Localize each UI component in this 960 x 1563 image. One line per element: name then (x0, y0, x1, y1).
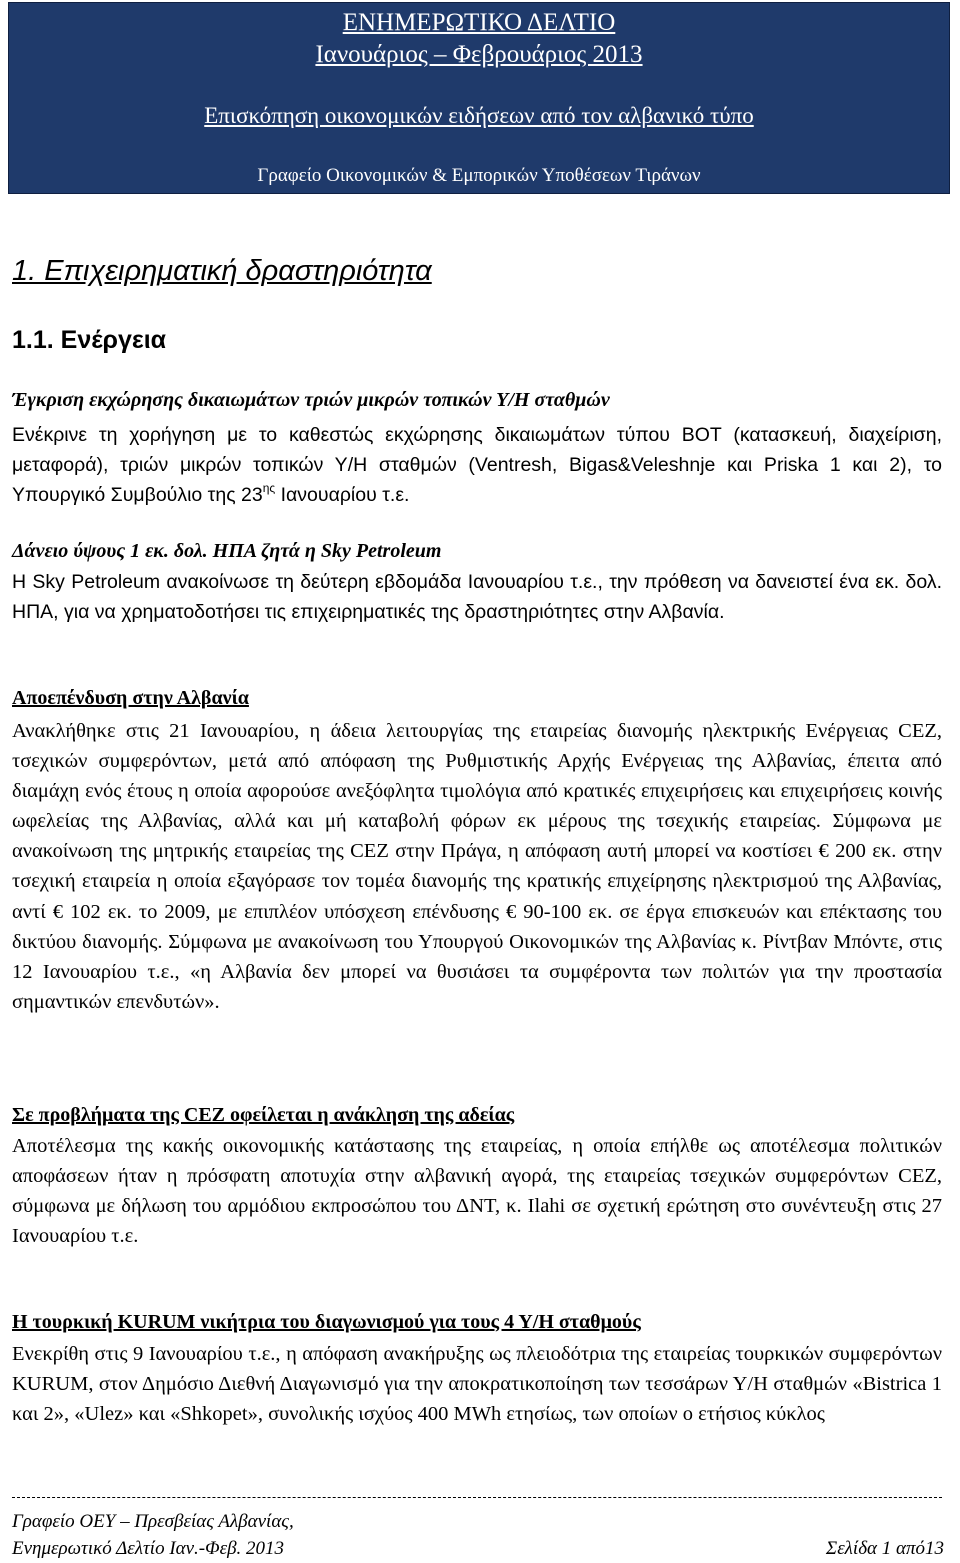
header-banner (8, 2, 950, 194)
office-name: Γραφείο Οικονομικών & Εμπορικών Υποθέσεων Τιράνων (257, 165, 701, 186)
article-body-text: Ιανουαρίου τ.ε. (275, 484, 410, 506)
article-body: Ανακλήθηκε στις 21 Ιανουαρίου, η άδεια λειτουργίας της εταιρείας διανομής ηλεκτρικής Ενέργειας CEZ, τσεχικών συμφερόντων, μετά από απόφαση της Ρυθμιστικής Αρχής Ενέργειας της Αλβανίας, έπειτα από διαμάχη ενός έτους η οποία αφορούσε ανεξόφλητα τιμολόγια από κρατικές επιχειρήσεις και επιχειρήσεις κοινής ωφελείας της Αλβανίας, αλλά και μή καταβολή φόρων εκ μέρους της τσεχικής εταιρείας. Σύμφωνα με ανακοίνωση της μητρικής εταιρείας της CEZ στην Πράγα, η απόφαση αυτή μπορεί να κοστίσει € 200 εκ. στην τσεχική εταιρεία η οποία εξαγόρασε τον τομέα διανομής της κρατικής επιχείρησης ηλεκτρισμού της Αλβανίας, αντί € 102 εκ. το 2009, με επιπλέον υπόσχεση επένδυσης € 90-100 εκ. σε έργα επισκευών και επέκτασης του δικτύου διανομής. Σύμφωνα με ανακοίνωση του Υπουργού Οικονομικών της Αλβανίας κ. Ρίντβαν Μπόντε, στις 12 Ιανουαρίου τ.ε., «η Αλβανία δεν μπορεί να θυσιάσει τα συμφέροντα των πολιτών για την προστασία σημαντικών επενδυτών». (12, 720, 942, 1013)
article-body: Αποτέλεσμα της κακής οικονομικής κατάστασης της εταιρείας, η οποία επήλθε ως αποτέλεσμα πολιτικών αποφάσεων ήταν η πρόσφατη αποτυχία στην αλβανική αγορά, της εταιρείας τσεχικών συμφερόντων CEZ, σύμφωνα με δήλωση του αρμόδιου εκπροσώπου του ΔΝΤ, κ. Ilahi σε σχετική ερώτηση στο συνέντευξη στις 27 Ιανουαρίου τ.ε. (12, 1135, 942, 1248)
article-body: Ενεκρίθη στις 9 Ιανουαρίου τ.ε., η απόφαση ανακήρυξης ως πλειοδότρια της εταιρείας τουρκικών συμφερόντων KURUM, στον Δημόσιο Διεθνή Διαγωνισμό για την αποκρατικοποίηση των τεσσάρων Υ/Η σταθμών «Bistrica 1 και 2», «Ulez» και «Shkopet», συνολικής ισχύος 400 MWh ετησίως, των οποίων ο ετήσιος κύκλος (12, 1343, 942, 1426)
bulletin-period: Ιανουάριος – Φεβρουάριος 2013 (315, 41, 643, 68)
article-title: Η τουρκική KURUM νικήτρια του διαγωνισμού για τους 4 Υ/Η σταθμούς (12, 1311, 641, 1333)
ordinal-suffix: ης (262, 481, 276, 495)
article-title: Έγκριση εκχώρησης δικαιωμάτων τριών μικρών τοπικών Υ/Η σταθμών (12, 389, 610, 411)
article-body (12, 420, 942, 510)
page-number: Σελίδα 1 από13 (825, 1538, 944, 1559)
footer-bulletin: Ενημερωτικό Δελτίο Ιαν.-Φεβ. 2013 (12, 1538, 285, 1559)
bulletin-subtitle: Επισκόπηση οικονομικών ειδήσεων από τον αλβανικό τύπο (204, 103, 754, 128)
footer-office: Γραφείο ΟΕΥ – Πρεσβείας Αλβανίας, (12, 1511, 294, 1532)
bulletin-title: ΕΝΗΜΕΡΩΤΙΚΟ ΔΕΛΤΙΟ (342, 9, 616, 36)
article-title: Δάνειο ύψους 1 εκ. δολ. ΗΠΑ ζητά η Sky Petroleum (12, 540, 442, 562)
article-body: Η Sky Petroleum ανακοίνωσε τη δεύτερη εβδομάδα Ιανουαρίου τ.ε., την πρόθεση να δανειστεί ένα εκ. δολ. ΗΠΑ, για να χρηματοδοτήσει τις επιχειρηματικές της δραστηριότητες στην Αλβανία. (12, 571, 942, 623)
article-title: Αποεπένδυση στην Αλβανία (12, 687, 249, 709)
article-title: Σε προβλήματα της CEZ οφείλεται η ανάκληση της αδείας (12, 1104, 515, 1126)
subsection-heading: 1.1. Ενέργεια (12, 326, 167, 354)
article-body-text: Ενέκρινε τη χορήγηση με το καθεστώς εκχώρησης δικαιωμάτων τύπου BOT (κατασκευή, διαχείριση, μεταφορά), τριών μικρών τοπικών Υ/Η σταθμών (Ventresh, Bigas&Veleshnje και Priska 1 και 2), το Υπουργικό Συμβούλιο της 23 (12, 424, 942, 506)
section-heading: 1. Επιχειρηματική δραστηριότητα (12, 255, 432, 287)
footer-divider (12, 1497, 942, 1498)
